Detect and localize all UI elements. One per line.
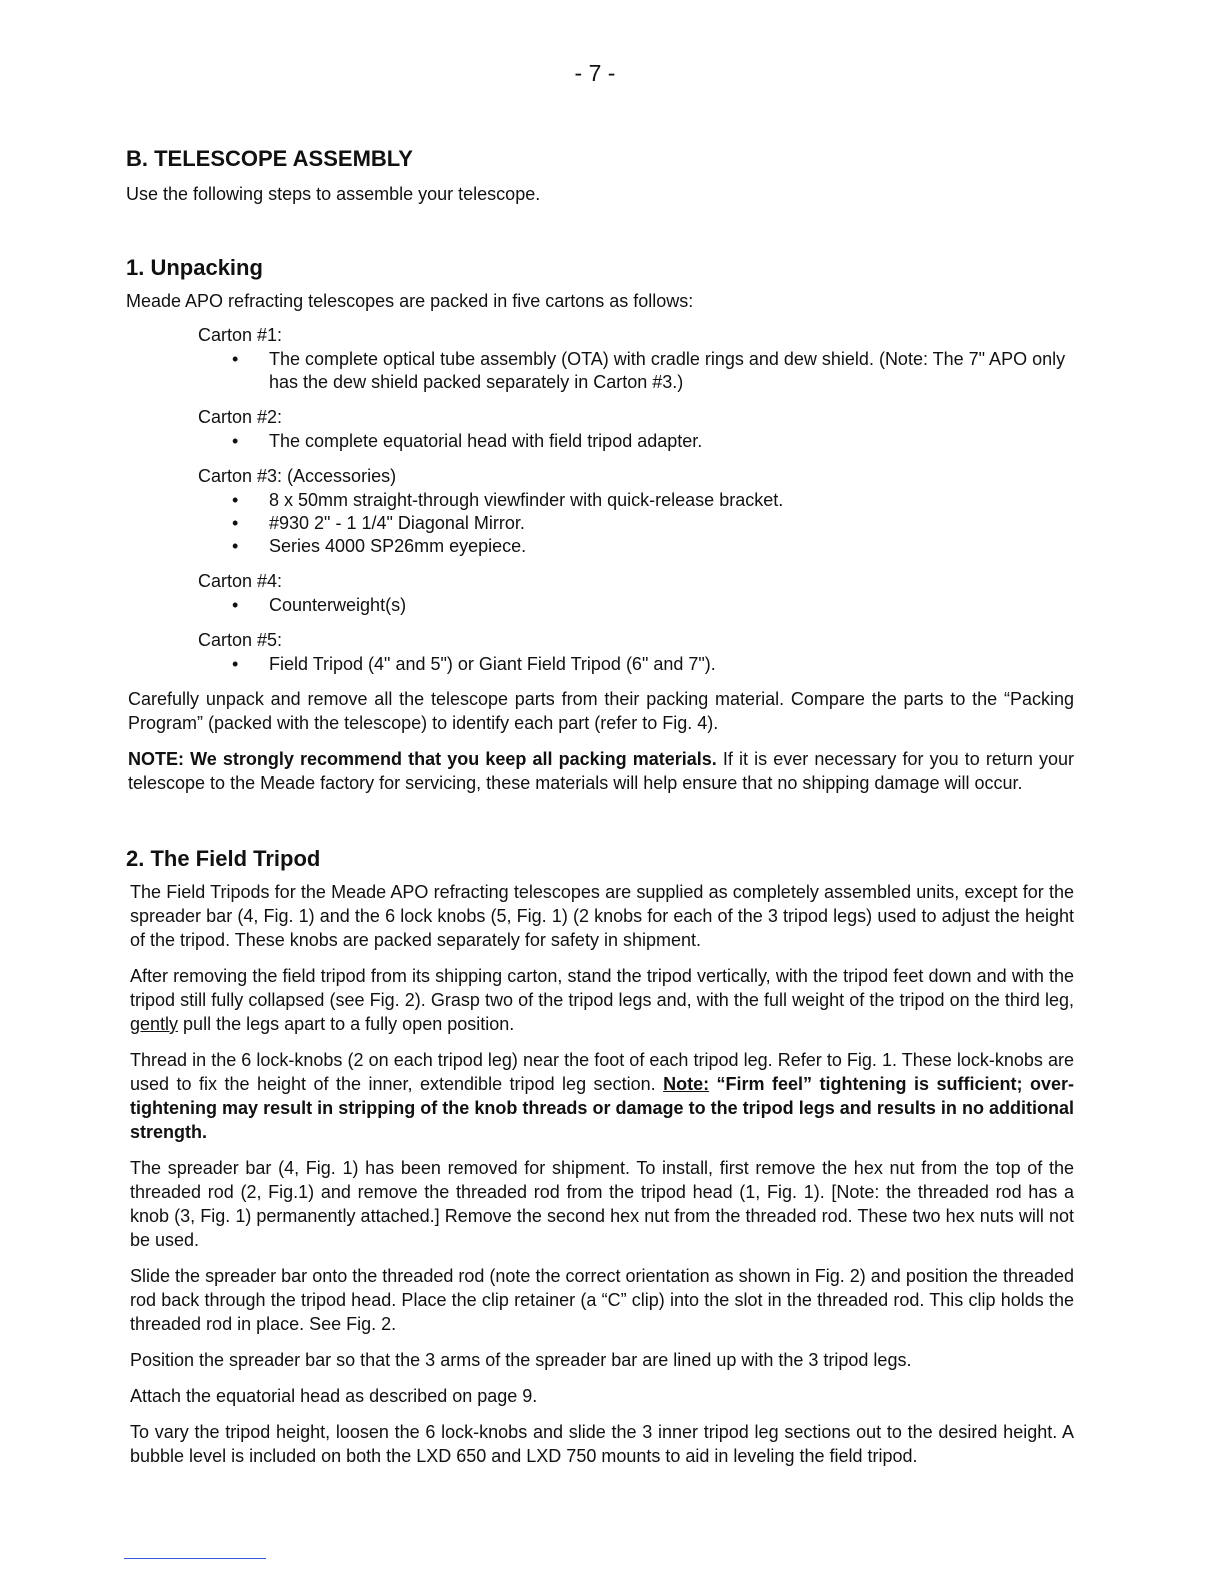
tripod-paragraph-6: Position the spreader bar so that the 3 arms of the spreader bar are lined up with the 3 tripod legs. [130, 1350, 912, 1370]
tripod-p3-text: Thread in the 6 lock-knobs (2 on each tripod leg) near the foot of each tripod leg. Refer to Fig. 1. These lock-knobs are used to fix the height of the inner, extendible tripod leg section. [130, 1050, 1074, 1094]
tripod-paragraph-4: The spreader bar (4, Fig. 1) has been removed for shipment. To install, first remove the hex nut from the top of the threaded rod (2, Fig.1) and remove the threaded rod from the tripod head (1, Fig. 1). [Note: the threaded rod has a knob (3, Fig. 1) permanently attached.] Remove the second hex nut from the threaded rod. These two hex nuts will not be used. [130, 1158, 1074, 1250]
list-item: • The complete optical tube assembly (OTA) with cradle rings and dew shield. (Note: The 7" APO only has the dew shield packed separately in Carton #3.) [232, 348, 1074, 394]
carton-4-list [124, 594, 1074, 617]
unpacking-lead: Meade APO refracting telescopes are packed in five cartons as follows: [126, 291, 694, 311]
list-item: • #930 2" - 1 1/4" Diagonal Mirror. [232, 512, 1074, 535]
list-item: • The complete equatorial head with field tripod adapter. [232, 430, 1074, 453]
tripod-paragraph-1: The Field Tripods for the Meade APO refracting telescopes are supplied as completely assembled units, except for the spreader bar (4, Fig. 1) and the 6 lock knobs (5, Fig. 1) (2 knobs for each of the 3 tripod legs) used to adjust the height of the tripod. These knobs are packed separately for safety in shipment. [130, 882, 1074, 950]
tripod-p2-text-start: After removing the field tripod from its shipping carton, stand the tripod vertically, with the tripod feet down and with the tripod still fully collapsed (see Fig. 2). Grasp two of the tripod legs and, with the full weight of the tripod on the third leg, [130, 966, 1074, 1010]
carton-1-label: Carton #1: [198, 325, 283, 345]
list-item: • 8 x 50mm straight-through viewfinder with quick-release bracket. [232, 489, 1074, 512]
tightening-note-label: Note: [663, 1074, 710, 1094]
carton-1-list [124, 348, 1074, 394]
list-item: • Field Tripod (4" and 5") or Giant Field Tripod (6" and 7"). [232, 653, 1074, 676]
unpacking-section [124, 255, 1074, 795]
field-tripod-heading: 2. The Field Tripod [126, 846, 321, 871]
tripod-paragraph-8: To vary the tripod height, loosen the 6 lock-knobs and slide the 3 inner tripod leg sections out to the desired height. A bubble level is included on both the LXD 650 and LXD 750 mounts to aid in leveling the field tripod. [130, 1422, 1074, 1466]
packing-note-text: If it is ever necessary for you to return your telescope to the Meade factory for servicing, these materials will help ensure that no shipping damage will occur. [128, 749, 1075, 793]
section-intro: Use the following steps to assemble your telescope. [126, 184, 541, 204]
unpacking-heading: 1. Unpacking [126, 255, 263, 280]
tripod-paragraph-2 [130, 964, 1074, 1036]
carton-3-label: Carton #3: (Accessories) [198, 466, 397, 486]
carton-4-label: Carton #4: [198, 571, 283, 591]
tripod-p2-text-end: pull the legs apart to a fully open position. [178, 1014, 515, 1034]
list-item: • Series 4000 SP26mm eyepiece. [232, 535, 1074, 558]
carton-3-list [124, 489, 1074, 558]
section-title: B. TELESCOPE ASSEMBLY [126, 146, 413, 171]
tripod-paragraph-5: Slide the spreader bar onto the threaded rod (note the correct orientation as shown in Fig. 2) and position the threaded rod back through the tripod head. Place the clip retainer (a “C” clip) into the slot in the threaded rod. This clip holds the threaded rod in place. See Fig. 2. [130, 1266, 1074, 1334]
packing-note-emphasis: NOTE: We strongly recommend that you keep all packing materials. [128, 749, 717, 769]
page-number: - 7 - [574, 60, 616, 86]
footnote-divider [124, 1558, 266, 1559]
tripod-paragraph-7: Attach the equatorial head as described on page 9. [130, 1386, 538, 1406]
packing-note-paragraph [128, 747, 1074, 795]
field-tripod-section [124, 846, 1074, 1468]
gently-emphasis: gently [130, 1014, 179, 1034]
carton-5-label: Carton #5: [198, 630, 283, 650]
carton-5-list [124, 653, 1074, 676]
carton-2-list [124, 430, 1074, 453]
tightening-note-text: “Firm feel” tightening is sufficient; over-tightening may result in stripping of the knob threads or damage to the tripod legs and results in no additional strength. [130, 1074, 1074, 1142]
unpacking-paragraph: Carefully unpack and remove all the telescope parts from their packing material. Compare the parts to the “Packing Program” (packed with the telescope) to identify each part (refer to Fig. 4). [128, 689, 1074, 733]
page-content [124, 146, 1074, 1480]
tripod-paragraph-3 [130, 1048, 1074, 1144]
list-item: • Counterweight(s) [232, 594, 1074, 617]
carton-2-label: Carton #2: [198, 407, 283, 427]
